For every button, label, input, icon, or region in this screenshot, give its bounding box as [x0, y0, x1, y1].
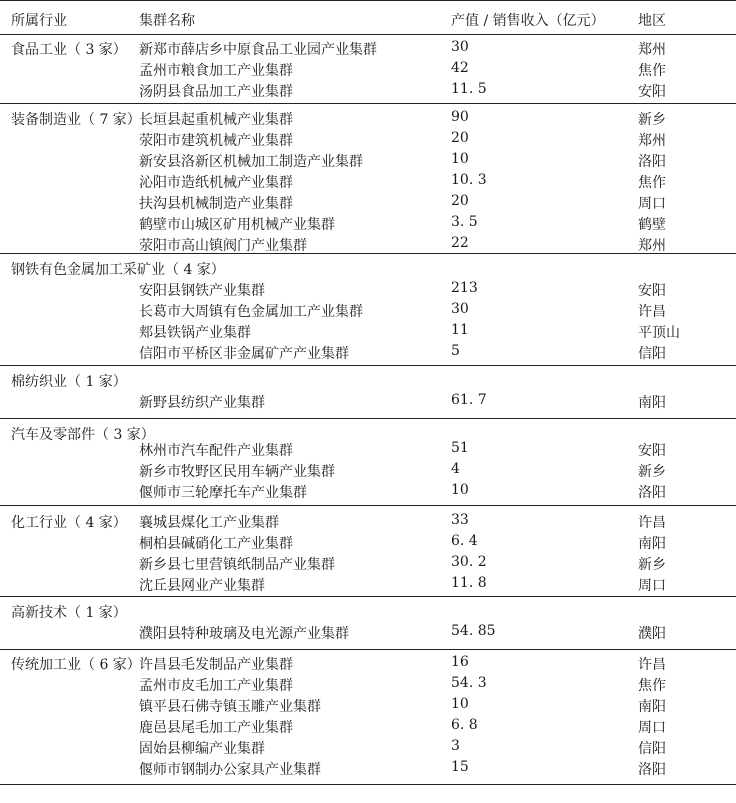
table-row: [0, 214, 736, 235]
region-cell: 许昌: [638, 515, 666, 531]
header-output-value: 产值 / 销售收入（亿元）: [451, 13, 605, 29]
region-cell: 焦作: [638, 678, 666, 694]
cluster-name-cell: 孟州市粮食加工产业集群: [139, 63, 293, 79]
table-row: [0, 235, 736, 256]
table-row: [0, 440, 736, 461]
table-row: [0, 533, 736, 554]
output-value-cell: 10: [451, 696, 469, 712]
cluster-name-cell: 固始县柳编产业集群: [139, 741, 265, 757]
table-row: [0, 392, 736, 413]
output-value-cell: 20: [451, 193, 469, 209]
table-body: [0, 35, 736, 785]
table-row: [0, 696, 736, 717]
region-cell: 洛阳: [638, 154, 666, 170]
region-cell: 郑州: [638, 133, 666, 149]
output-value-cell: 20: [451, 130, 469, 146]
cluster-name-cell: 偃师市三轮摩托车产业集群: [139, 485, 307, 501]
output-value-cell: 33: [451, 512, 469, 528]
output-value-cell: 10. 3: [451, 172, 487, 188]
output-value-cell: 42: [451, 60, 469, 76]
region-cell: 洛阳: [638, 762, 666, 778]
industry-group: [0, 104, 736, 254]
table-header: [0, 0, 736, 35]
region-cell: 南阳: [638, 536, 666, 552]
output-value-cell: 10: [451, 151, 469, 167]
cluster-name-cell: 偃师市钢制办公家具产业集群: [139, 762, 321, 778]
region-cell: 新乡: [638, 464, 666, 480]
industry-group-title: 钢铁有色金属加工采矿业（ 4 家）: [11, 262, 225, 278]
cluster-name-cell: 许昌县毛发制品产业集群: [139, 657, 293, 673]
region-cell: 安阳: [638, 443, 666, 459]
region-cell: 新乡: [638, 557, 666, 573]
cluster-name-cell: 新郑市薛店乡中原食品工业园产业集群: [139, 42, 377, 58]
output-value-cell: 6. 4: [451, 533, 478, 549]
cluster-name-cell: 孟州市皮毛加工产业集群: [139, 678, 293, 694]
table-row: [0, 81, 736, 102]
region-cell: 南阳: [638, 699, 666, 715]
cluster-name-cell: 新乡市牧野区民用车辆产业集群: [139, 464, 335, 480]
region-cell: 信阳: [638, 346, 666, 362]
region-cell: 周口: [638, 720, 666, 736]
industry-group: [0, 650, 736, 785]
output-value-cell: 11. 5: [451, 81, 487, 97]
output-value-cell: 54. 3: [451, 675, 487, 691]
output-value-cell: 10: [451, 482, 469, 498]
region-cell: 洛阳: [638, 485, 666, 501]
table-row: [0, 280, 736, 301]
region-cell: 安阳: [638, 283, 666, 299]
cluster-name-cell: 荥阳市建筑机械产业集群: [139, 133, 293, 149]
table-row: [0, 461, 736, 482]
table-row: [0, 109, 736, 130]
cluster-name-cell: 汤阴县食品加工产业集群: [139, 84, 293, 100]
cluster-name-cell: 信阳市平桥区非金属矿产产业集群: [139, 346, 349, 362]
table-row: [0, 654, 736, 675]
table-row: [0, 322, 736, 343]
cluster-name-cell: 郏县铁锅产业集群: [139, 325, 251, 341]
region-cell: 郑州: [638, 238, 666, 254]
region-cell: 许昌: [638, 657, 666, 673]
table-row: [0, 512, 736, 533]
table-row: [0, 60, 736, 81]
region-cell: 周口: [638, 578, 666, 594]
industry-group-title: 汽车及零部件（ 3 家）: [11, 427, 155, 443]
region-cell: 安阳: [638, 84, 666, 100]
output-value-cell: 15: [451, 759, 469, 775]
output-value-cell: 6. 8: [451, 717, 478, 733]
table-row: [0, 172, 736, 193]
header-region: 地区: [638, 13, 666, 29]
output-value-cell: 54. 85: [451, 623, 496, 639]
region-cell: 信阳: [638, 741, 666, 757]
region-cell: 郑州: [638, 42, 666, 58]
output-value-cell: 90: [451, 109, 469, 125]
cluster-name-cell: 沁阳市造纸机械产业集群: [139, 175, 293, 191]
cluster-name-cell: 林州市汽车配件产业集群: [139, 443, 293, 459]
industry-group: [0, 35, 736, 104]
region-cell: 南阳: [638, 395, 666, 411]
cluster-name-cell: 鹿邑县尾毛加工产业集群: [139, 720, 293, 736]
cluster-name-cell: 长垣县起重机械产业集群: [139, 112, 293, 128]
output-value-cell: 11: [451, 322, 469, 338]
industry-group: [0, 506, 736, 597]
industry-group-title: 化工行业（ 4 家）: [11, 515, 127, 531]
cluster-name-cell: 安阳县钢铁产业集群: [139, 283, 265, 299]
cluster-name-cell: 扶沟县机械制造产业集群: [139, 196, 293, 212]
industry-group-title: 传统加工业（ 6 家）: [11, 657, 141, 673]
output-value-cell: 3. 5: [451, 214, 478, 230]
region-cell: 周口: [638, 196, 666, 212]
output-value-cell: 3: [451, 738, 460, 754]
region-cell: 平顶山: [638, 325, 680, 341]
region-cell: 焦作: [638, 63, 666, 79]
industry-group: [0, 597, 736, 650]
table-row: [0, 193, 736, 214]
region-cell: 新乡: [638, 112, 666, 128]
table-row: [0, 39, 736, 60]
output-value-cell: 61. 7: [451, 392, 487, 408]
table-row: [0, 717, 736, 738]
cluster-name-cell: 荥阳市高山镇阀门产业集群: [139, 238, 307, 254]
table-row: [0, 482, 736, 503]
table-row: [0, 759, 736, 780]
table-row: [0, 301, 736, 322]
table-row: [0, 738, 736, 759]
output-value-cell: 11. 8: [451, 575, 487, 591]
industry-group-title: 棉纺织业（ 1 家）: [11, 374, 127, 390]
output-value-cell: 30. 2: [451, 554, 487, 570]
cluster-name-cell: 新乡县七里营镇纸制品产业集群: [139, 557, 335, 573]
cluster-name-cell: 长葛市大周镇有色金属加工产业集群: [139, 304, 363, 320]
output-value-cell: 4: [451, 461, 460, 477]
table-row: [0, 554, 736, 575]
industry-group-title: 食品工业（ 3 家）: [11, 42, 127, 58]
industry-group: [0, 366, 736, 419]
output-value-cell: 51: [451, 440, 469, 456]
cluster-name-cell: 鹤壁市山城区矿用机械产业集群: [139, 217, 335, 233]
industry-group-title: 高新技术（ 1 家）: [11, 605, 127, 621]
cluster-name-cell: 新野县纺织产业集群: [139, 395, 265, 411]
cluster-name-cell: 沈丘县网业产业集群: [139, 578, 265, 594]
industry-group-title: 装备制造业（ 7 家）: [11, 112, 141, 128]
table-row: [0, 151, 736, 172]
header-industry: 所属行业: [11, 13, 67, 29]
table-row: [0, 343, 736, 364]
industry-group: [0, 254, 736, 366]
table-row: [0, 675, 736, 696]
cluster-name-cell: 桐柏县碱硝化工产业集群: [139, 536, 293, 552]
cluster-name-cell: 镇平县石佛寺镇玉雕产业集群: [139, 699, 321, 715]
table-row: [0, 575, 736, 596]
output-value-cell: 16: [451, 654, 469, 670]
output-value-cell: 5: [451, 343, 460, 359]
output-value-cell: 22: [451, 235, 469, 251]
region-cell: 濮阳: [638, 626, 666, 642]
output-value-cell: 30: [451, 301, 469, 317]
region-cell: 鹤壁: [638, 217, 666, 233]
region-cell: 许昌: [638, 304, 666, 320]
cluster-name-cell: 新安县洛新区机械加工制造产业集群: [139, 154, 363, 170]
output-value-cell: 30: [451, 39, 469, 55]
table-row: [0, 623, 736, 644]
cluster-name-cell: 襄城县煤化工产业集群: [139, 515, 279, 531]
output-value-cell: 213: [451, 280, 478, 296]
industry-group: [0, 419, 736, 506]
cluster-name-cell: 濮阳县特种玻璃及电光源产业集群: [139, 626, 349, 642]
header-cluster-name: 集群名称: [139, 13, 195, 29]
region-cell: 焦作: [638, 175, 666, 191]
table-row: [0, 130, 736, 151]
